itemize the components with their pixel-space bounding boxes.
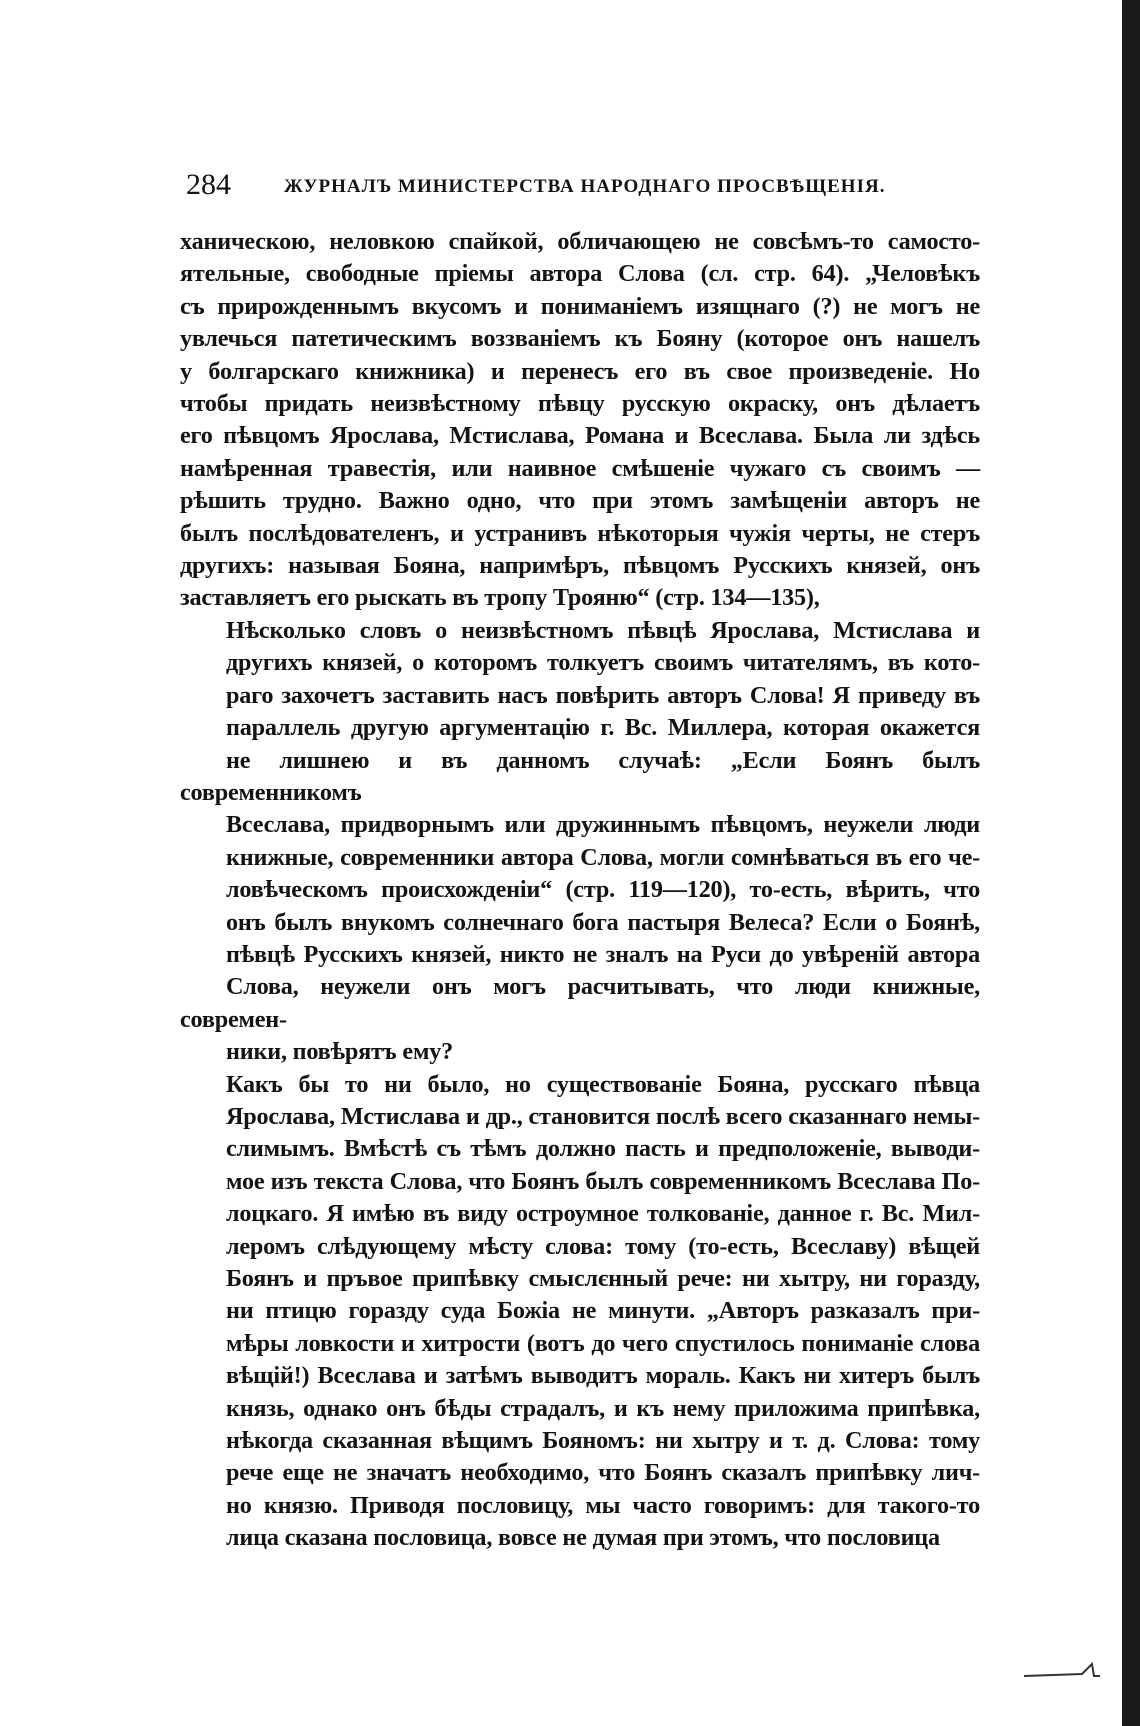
text-line: слимымъ. Вмѣстѣ съ тѣмъ должно пасть и предположеніе, выводи- bbox=[226, 1135, 980, 1163]
text-line: пѣвцѣ Русскихъ князей, никто не зналъ на Руси до увѣреній автора bbox=[226, 940, 980, 968]
text-line: лица сказана пословица, вовсе не думая при этомъ, что пословица bbox=[226, 1524, 940, 1552]
text-line: другихъ: называя Бояна, напримѣръ, пѣвцомъ Русскихъ князей, онъ bbox=[180, 552, 980, 580]
text-line: Слова, неужели онъ могъ расчитывать, что люди книжные, современ- bbox=[180, 973, 980, 1033]
paragraph-2 bbox=[180, 615, 980, 1069]
paragraph-3 bbox=[180, 1069, 980, 1555]
text-line: мѣры ловкости и хитрости (вотъ до чего спустилось пониманіе слова bbox=[226, 1329, 980, 1357]
text-line: ятельные, свободные пріемы автора Слова (сл. стр. 64). „Человѣкъ bbox=[180, 260, 980, 288]
scan-corner-mark bbox=[1022, 1658, 1102, 1680]
text-line: вѣщій!) Всеслава и затѣмъ выводитъ мораль. Какъ ни хитеръ былъ bbox=[226, 1362, 980, 1390]
page-number: 284 bbox=[186, 168, 231, 201]
body-text bbox=[180, 226, 980, 1555]
text-line: его пѣвцомъ Ярослава, Мстислава, Романа и Всеслава. Была ли здѣсь bbox=[180, 422, 980, 450]
text-line: заставляетъ его рыскать въ тропу Трояню“ (стр. 134—135), bbox=[180, 584, 820, 612]
text-line: Боянъ и пръвое припѣвку смыслєнный рече: ни хытру, ни горазду, bbox=[226, 1265, 980, 1292]
text-line: у болгарскаго книжника) и перенесъ его въ свое произведеніе. Но bbox=[180, 357, 980, 385]
text-line: нѣкогда сказанная вѣщимъ Бояномъ: ни хытру и т. д. Слова: тому bbox=[226, 1427, 980, 1455]
text-line: ловѣческомъ происхожденіи“ (стр. 119—120), то-есть, вѣрить, что bbox=[226, 876, 980, 904]
running-header bbox=[186, 168, 986, 206]
text-line: леромъ слѣдующему мѣсту слова: тому (то-есть, Всеславу) вѣщей bbox=[226, 1232, 980, 1260]
text-line: Нѣсколько словъ о неизвѣстномъ пѣвцѣ Ярослава, Мстислава и bbox=[226, 616, 980, 644]
text-line: книжные, современники автора Слова, могли сомнѣваться въ его че- bbox=[226, 843, 980, 871]
text-line: рѣшить трудно. Важно одно, что при этомъ замѣщеніи авторъ не bbox=[180, 487, 980, 515]
text-line: мое изъ текста Слова, что Боянъ былъ современникомъ Всеслава По- bbox=[226, 1167, 980, 1195]
text-line: ни птицю горазду суда Божіа не минути. „Авторъ разказалъ при- bbox=[226, 1297, 980, 1325]
text-line: ники, повѣрятъ ему? bbox=[226, 1038, 454, 1066]
running-title: ЖУРНАЛЪ МИНИСТЕРСТВА НАРОДНАГО ПРОСВѢЩЕНІЯ. bbox=[284, 176, 886, 197]
text-line: лоцкаго. Я имѣю въ виду остроумное толкованіе, данное г. Вс. Мил- bbox=[226, 1200, 980, 1228]
text-line: онъ былъ внукомъ солнечнаго бога пастыря Велеса? Если о Боянѣ, bbox=[226, 908, 980, 936]
scan-page-edge bbox=[1122, 0, 1140, 1726]
text-line: князь, однако онъ бѣды страдалъ, и къ нему приложима припѣвка, bbox=[226, 1394, 980, 1422]
text-line: съ прирожденнымъ вкусомъ и пониманіемъ изящнаго (?) не могъ не bbox=[180, 292, 980, 320]
text-line: былъ послѣдователенъ, и устранивъ нѣкоторыя чужія черты, не стеръ bbox=[180, 519, 980, 547]
text-line: рече еще не значатъ необходимо, что Боянъ сказалъ припѣвку лич- bbox=[226, 1459, 980, 1487]
text-line: Всеслава, придворнымъ или дружиннымъ пѣвцомъ, неужели люди bbox=[226, 811, 980, 839]
text-line: не лишнею и въ данномъ случаѣ: „Если Боянъ былъ современникомъ bbox=[180, 746, 980, 806]
text-line: параллель другую аргументацію г. Вс. Миллера, которая окажется bbox=[226, 714, 980, 742]
text-line: намѣренная травестія, или наивное смѣшеніе чужаго съ своимъ — bbox=[180, 454, 980, 482]
text-line: увлечься патетическимъ воззваніемъ къ Бояну (которое онъ нашелъ bbox=[180, 325, 980, 353]
text-line: Ярослава, Мстислава и др., становится послѣ всего сказаннаго немы- bbox=[226, 1102, 980, 1130]
text-line: раго захочетъ заставить насъ повѣрить авторъ Слова! Я приведу въ bbox=[226, 681, 980, 709]
text-line: но князю. Приводя пословицу, мы часто говоримъ: для такого-то bbox=[226, 1491, 980, 1519]
text-line: чтобы придать неизвѣстному пѣвцу русскую окраску, онъ дѣлаетъ bbox=[180, 390, 980, 418]
text-line: другихъ князей, о которомъ толкуетъ своимъ читателямъ, въ кото- bbox=[226, 649, 980, 677]
text-line: Какъ бы то ни было, но существованіе Бояна, русскаго пѣвца bbox=[226, 1070, 980, 1098]
paragraph-1 bbox=[180, 226, 980, 615]
text-line: ханическою, неловкою спайкой, обличающею не совсѣмъ-то самосто- bbox=[180, 228, 980, 255]
